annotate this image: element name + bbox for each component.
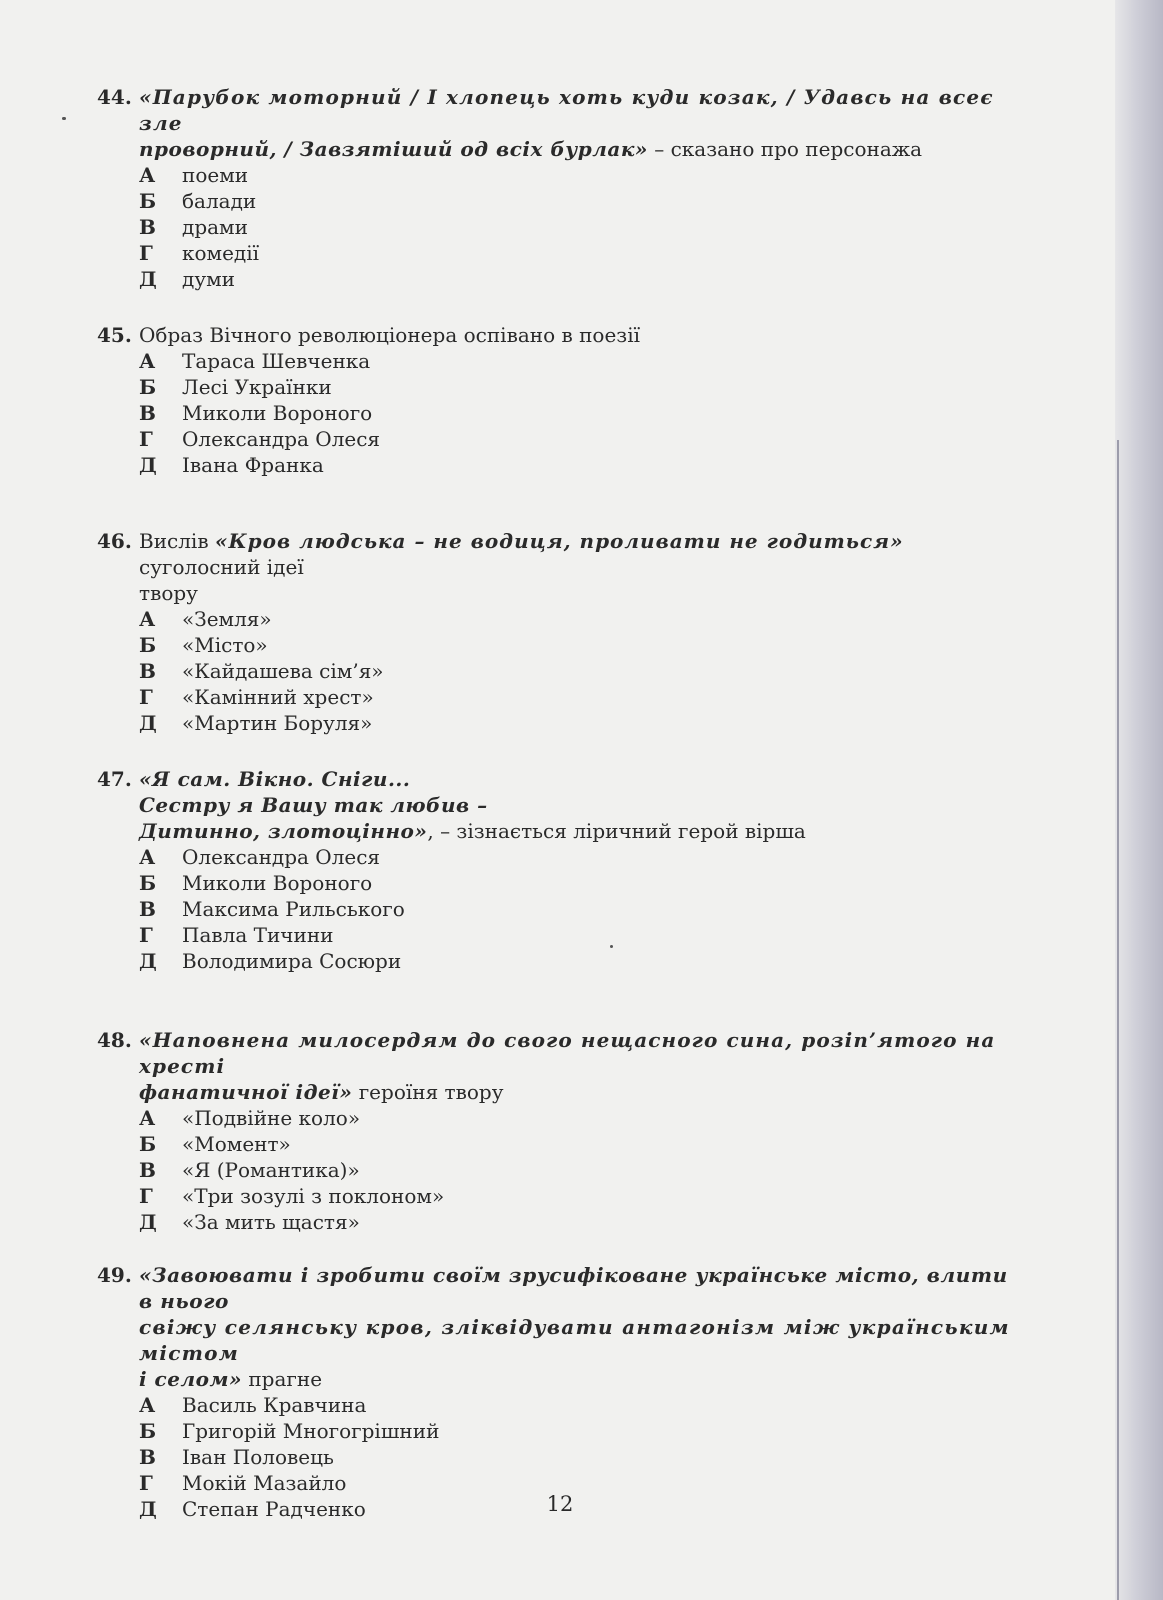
option-text: Максима Рильського <box>182 897 405 921</box>
quote-line: свіжу селянську кров, зліквідувати антагонізм між українським містом <box>139 1315 1010 1365</box>
question-45 <box>97 322 1017 478</box>
quote-line: Дитинно, злотоцінно» <box>139 819 428 843</box>
question-text <box>139 1262 1017 1392</box>
option-g[interactable] <box>139 922 1017 948</box>
option-letter: А <box>139 349 156 373</box>
quote-line: Сестру я Вашу так любив – <box>139 793 488 817</box>
option-text: Іван Половець <box>182 1445 334 1469</box>
option-d[interactable] <box>139 1209 1017 1235</box>
option-text: Тараса Шевченка <box>182 349 371 373</box>
options-list <box>139 844 1017 974</box>
option-v[interactable] <box>139 896 1017 922</box>
question-number: 45. <box>97 323 132 347</box>
question-46 <box>97 528 1017 736</box>
option-text: «За мить щастя» <box>182 1210 360 1234</box>
option-text: «Три зозулі з поклоном» <box>182 1184 445 1208</box>
option-d[interactable] <box>139 948 1017 974</box>
options-list <box>139 348 1017 478</box>
option-text: Василь Кравчина <box>182 1393 367 1417</box>
option-letter: Б <box>139 1132 157 1156</box>
page-edge-shadow <box>1115 0 1163 1600</box>
option-letter: А <box>139 607 156 631</box>
option-letter: Г <box>139 241 153 265</box>
question-number: 44. <box>97 85 132 109</box>
option-letter: Д <box>139 453 157 477</box>
question-rest: героїня твору <box>352 1080 504 1104</box>
question-number: 48. <box>97 1028 132 1052</box>
quote-line: і селом» <box>139 1367 242 1391</box>
option-letter: В <box>139 1158 156 1182</box>
option-b[interactable] <box>139 1131 1017 1157</box>
option-text: Мокій Мазайло <box>182 1471 347 1495</box>
quote-line: фанатичної ідеї» <box>139 1080 353 1104</box>
option-v[interactable] <box>139 1444 1017 1470</box>
option-v[interactable] <box>139 214 1017 240</box>
option-b[interactable] <box>139 188 1017 214</box>
option-letter: Б <box>139 1419 157 1443</box>
quote-line: «Наповнена милосердям до свого нещасного сина, розіп’ятого на хресті <box>139 1028 996 1078</box>
page-number: 12 <box>546 1492 574 1516</box>
option-letter: А <box>139 1393 156 1417</box>
option-letter: А <box>139 845 156 869</box>
option-letter: Г <box>139 1184 153 1208</box>
question-44 <box>97 84 1017 292</box>
options-list <box>139 1105 1017 1235</box>
option-g[interactable] <box>139 1183 1017 1209</box>
option-letter: Б <box>139 189 157 213</box>
option-g[interactable] <box>139 240 1017 266</box>
quote-line: проворний, / Завзятіший од всіх бурлак» <box>139 137 648 161</box>
option-text: драми <box>182 215 248 239</box>
page-edge-line <box>1117 440 1119 1600</box>
option-letter: Д <box>139 1497 157 1521</box>
options-list <box>139 162 1017 292</box>
option-text: Степан Радченко <box>182 1497 366 1521</box>
question-post: суголосний ідеї <box>139 555 304 579</box>
question-text <box>139 84 1017 162</box>
option-b[interactable] <box>139 374 1017 400</box>
option-letter: Б <box>139 633 157 657</box>
option-letter: В <box>139 401 156 425</box>
option-text: «Камінний хрест» <box>182 685 374 709</box>
option-text: Григорій Многогрішний <box>182 1419 440 1443</box>
quote-line: «Я сам. Вікно. Сніги... <box>139 767 411 791</box>
option-d[interactable] <box>139 452 1017 478</box>
question-text: Образ Вічного революціонера оспівано в поезії <box>139 323 641 347</box>
option-letter: Б <box>139 871 157 895</box>
option-letter: А <box>139 1106 156 1130</box>
option-letter: Д <box>139 1210 157 1234</box>
quote-line: «Парубок моторний / І хлопець хоть куди козак, / Удавсь на всеє зле <box>139 85 994 135</box>
question-text <box>139 528 1017 606</box>
quote-line: «Завоювати і зробити своїм зрусифіковане українське місто, влити в нього <box>139 1263 1008 1313</box>
option-text: Володимира Сосюри <box>182 949 402 973</box>
question-rest: , – зізнається ліричний герой вірша <box>427 819 806 843</box>
option-text: «Я (Романтика)» <box>182 1158 360 1182</box>
option-v[interactable] <box>139 658 1017 684</box>
question-text <box>139 1027 1017 1105</box>
option-g[interactable] <box>139 684 1017 710</box>
question-rest: – сказано про персонажа <box>647 137 923 161</box>
question-47 <box>97 766 1017 974</box>
option-a[interactable] <box>139 1105 1017 1131</box>
option-text: Миколи Вороного <box>182 871 373 895</box>
option-text: «Кайдашева сім’я» <box>182 659 384 683</box>
question-pre: Вислів <box>139 529 215 553</box>
option-b[interactable] <box>139 1418 1017 1444</box>
option-text: Лесі Українки <box>182 375 332 399</box>
option-text: думи <box>182 267 235 291</box>
option-letter: Г <box>139 427 153 451</box>
option-text: Олександра Олеся <box>182 845 381 869</box>
option-letter: В <box>139 215 156 239</box>
options-list <box>139 606 1017 736</box>
option-text: «Земля» <box>182 607 272 631</box>
option-text: поеми <box>182 163 249 187</box>
option-text: комедії <box>182 241 260 265</box>
option-b[interactable] <box>139 870 1017 896</box>
option-letter: Д <box>139 711 157 735</box>
option-letter: Д <box>139 949 157 973</box>
option-a[interactable] <box>139 1392 1017 1418</box>
option-d[interactable] <box>139 266 1017 292</box>
option-letter: В <box>139 897 156 921</box>
question-post-line: твору <box>139 581 198 605</box>
question-text <box>139 766 1017 844</box>
option-letter: В <box>139 1445 156 1469</box>
option-letter: Г <box>139 1471 153 1495</box>
question-49 <box>97 1262 1017 1522</box>
option-text: Івана Франка <box>182 453 324 477</box>
option-letter: Б <box>139 375 157 399</box>
option-b[interactable] <box>139 632 1017 658</box>
option-a[interactable] <box>139 348 1017 374</box>
option-text: «Момент» <box>182 1132 291 1156</box>
option-text: балади <box>182 189 257 213</box>
option-letter: В <box>139 659 156 683</box>
option-text: Миколи Вороного <box>182 401 373 425</box>
option-a[interactable] <box>139 844 1017 870</box>
question-number: 47. <box>97 767 132 791</box>
option-letter: Г <box>139 685 153 709</box>
option-v[interactable] <box>139 1157 1017 1183</box>
option-text: Олександра Олеся <box>182 427 381 451</box>
option-a[interactable] <box>139 162 1017 188</box>
question-48 <box>97 1027 1017 1235</box>
quote-text: «Кров людська – не водиця, проливати не годиться» <box>214 529 904 553</box>
question-number: 49. <box>97 1263 132 1287</box>
option-d[interactable] <box>139 710 1017 736</box>
option-text: Павла Тичини <box>182 923 334 947</box>
question-rest: прагне <box>241 1367 323 1391</box>
option-text: «Подвійне коло» <box>182 1106 361 1130</box>
option-letter: Д <box>139 267 157 291</box>
question-number: 46. <box>97 529 132 553</box>
option-v[interactable] <box>139 400 1017 426</box>
option-g[interactable] <box>139 426 1017 452</box>
option-letter: Г <box>139 923 153 947</box>
option-letter: А <box>139 163 156 187</box>
option-text: «Місто» <box>182 633 268 657</box>
scan-speck <box>62 117 66 120</box>
option-text: «Мартин Боруля» <box>182 711 373 735</box>
option-a[interactable] <box>139 606 1017 632</box>
